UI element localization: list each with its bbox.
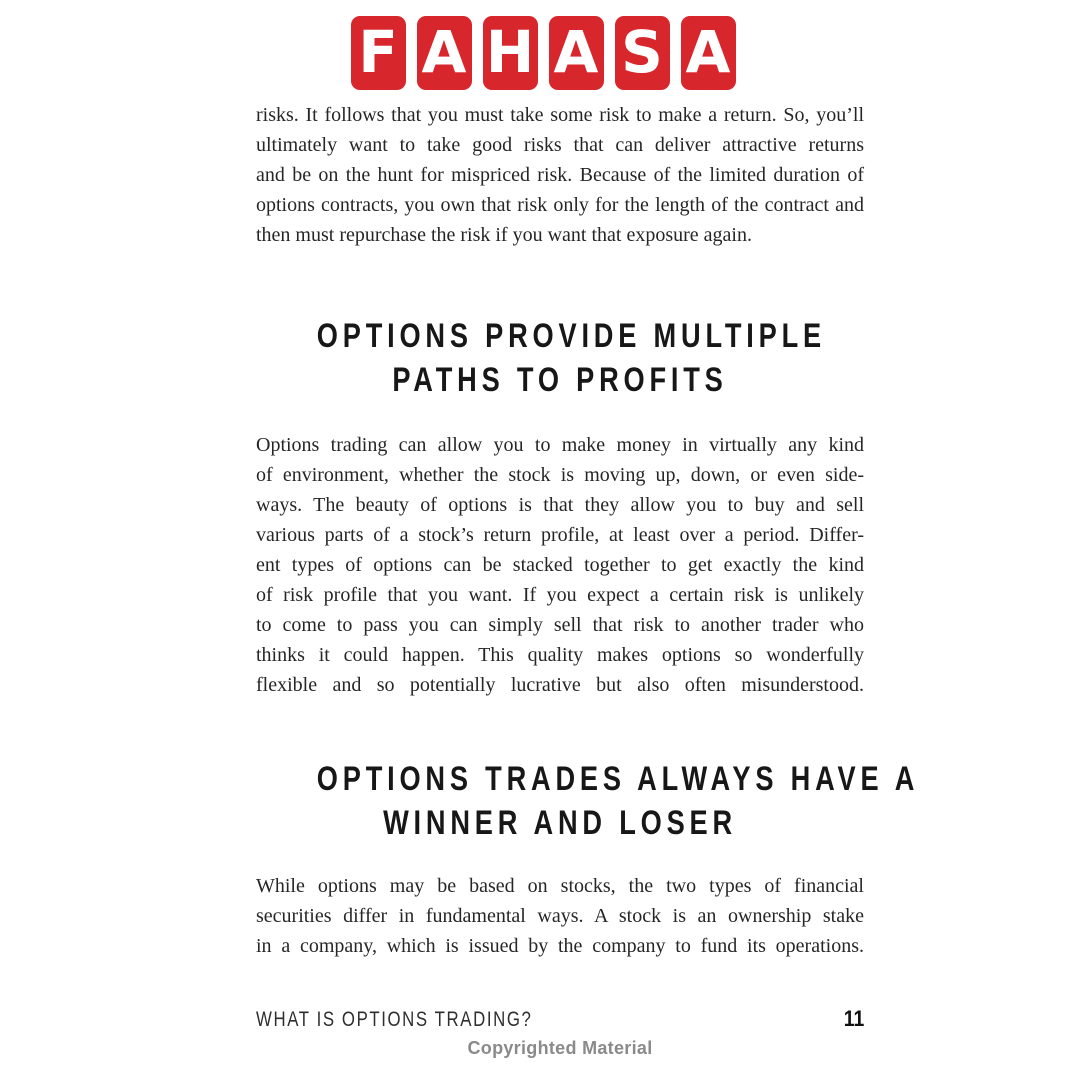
- logo-letter: F: [358, 18, 398, 86]
- body-text-line: Options trading can allow you to make money in virtually any kind: [256, 434, 864, 456]
- watermark-text: Copyrighted Material: [467, 1038, 653, 1058]
- body-text-line: ultimately want to take good risks that can deliver attractive returns: [256, 134, 864, 156]
- heading-line: OPTIONS PROVIDE MULTIPLE: [316, 317, 826, 355]
- logo-letter: A: [553, 18, 599, 86]
- body-text-line: While options may be based on stocks, the two types of financial: [256, 875, 864, 897]
- section-heading-winner-loser: [316, 757, 920, 845]
- logo-letter-block: [549, 16, 604, 90]
- body-text-line: thinks it could happen. This quality makes options so wonderfully: [256, 644, 864, 666]
- body-text-line: risks. It follows that you must take some risk to make a return. So, you’ll: [256, 104, 864, 126]
- running-header: WHAT IS OPTIONS TRADING?: [256, 1008, 533, 1031]
- heading-line: OPTIONS TRADES ALWAYS HAVE A: [316, 760, 920, 798]
- body-text-line: of environment, whether the stock is moving up, down, or even side-: [256, 464, 864, 486]
- body-text-line: ent types of options can be stacked together to get exactly the kind: [256, 554, 864, 576]
- body-text-line: of risk profile that you want. If you expect a certain risk is unlikely: [256, 584, 864, 606]
- heading-line: PATHS TO PROFITS: [392, 361, 728, 399]
- intro-paragraph: [256, 100, 864, 250]
- logo-letter-block: [681, 16, 736, 90]
- logo-letter: S: [621, 18, 663, 86]
- section2-paragraph: [256, 871, 864, 961]
- body-text-line: various parts of a stock’s return profile, at least over a period. Differ-: [256, 524, 864, 546]
- page-number: 11: [843, 1006, 864, 1031]
- heading-line: WINNER AND LOSER: [383, 804, 737, 842]
- logo-letter: A: [685, 18, 731, 86]
- logo-letter-block: [417, 16, 472, 90]
- body-text-line: then must repurchase the risk if you want that exposure again.: [256, 224, 752, 246]
- body-text-line: and be on the hunt for mispriced risk. Because of the limited duration of: [256, 164, 864, 186]
- logo-letter: A: [421, 18, 467, 86]
- body-text-line: ways. The beauty of options is that they allow you to buy and sell: [256, 494, 864, 516]
- page-footer: [256, 1006, 864, 1032]
- section1-paragraph: [256, 430, 864, 700]
- logo-letter-block: [483, 16, 538, 90]
- body-text-line: to come to pass you can simply sell that risk to another trader who: [256, 614, 864, 636]
- body-text-line: securities differ in fundamental ways. A stock is an ownership stake: [256, 905, 864, 927]
- section-heading-multiple-paths: [316, 314, 826, 402]
- body-text-line: in a company, which is issued by the company to fund its operations.: [256, 935, 864, 957]
- body-text-line: options contracts, you own that risk only for the length of the contract and: [256, 194, 864, 216]
- logo-letter-block: [351, 16, 406, 90]
- logo-letter-block: [615, 16, 670, 90]
- brand-logo: [0, 16, 1086, 90]
- logo-letter: H: [485, 18, 535, 86]
- body-text-line: flexible and so potentially lucrative but also often misunderstood.: [256, 674, 864, 696]
